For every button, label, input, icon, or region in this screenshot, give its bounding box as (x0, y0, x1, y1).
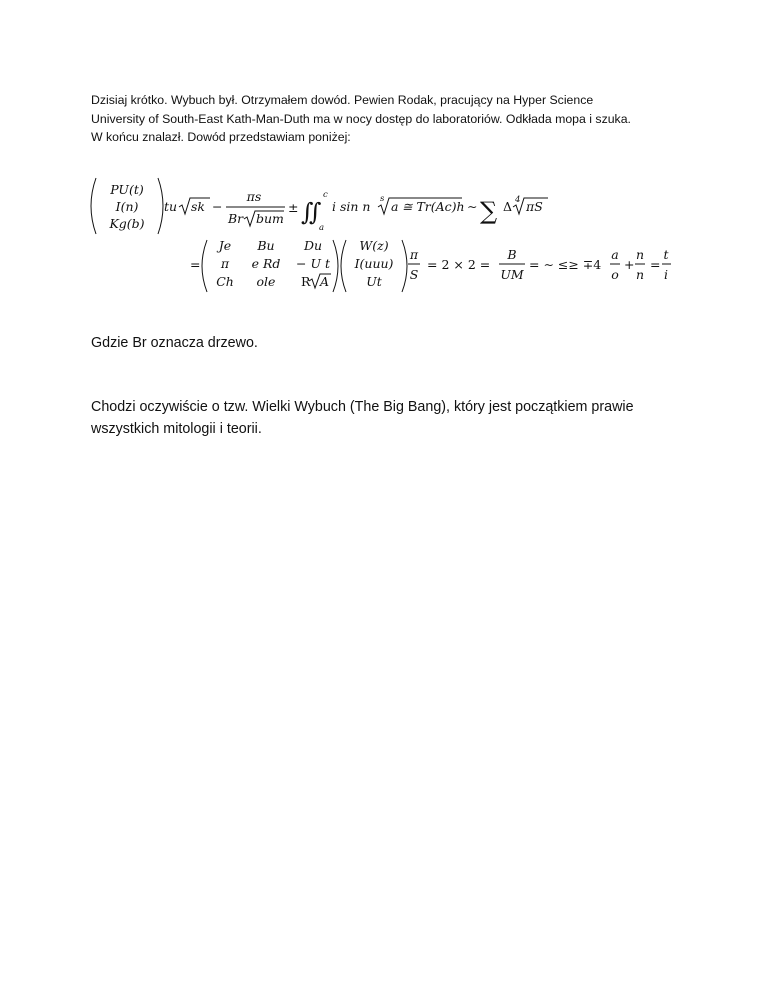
vec2-entry: Ut (366, 274, 382, 289)
frac1-den-bum: bum (256, 211, 284, 226)
frac2-denominator: S (409, 267, 419, 282)
eq-chain: = 2 × 2 = (427, 257, 491, 272)
matrix-cell: Du (303, 238, 323, 253)
closing-line: Chodzi oczywiście o tzw. Wielki Wybuch (The Big Bang), który jest początkiem prawie (91, 399, 634, 415)
frac-t-denominator: i (664, 267, 668, 282)
vec1-left-paren (91, 178, 96, 234)
root-a: a (391, 199, 399, 214)
note-paragraph (91, 332, 691, 354)
matrix-cell: Ch (216, 274, 234, 289)
root-index: 4 (515, 195, 521, 205)
matrix-right-paren (333, 240, 338, 292)
sim-sign: ∼ (467, 199, 478, 214)
root-A: A (320, 274, 330, 289)
intro-line: W końcu znalazł. Dowód przedstawiam poniżej: (91, 130, 351, 144)
equals-sign: = (190, 257, 201, 272)
double-integral: ∬ (301, 198, 322, 226)
sum-sign: ∑ (480, 197, 498, 225)
vec2-entry: I(uuu) (354, 256, 394, 271)
frac-a-numerator: a (611, 247, 619, 262)
pi-s-term: πS (526, 199, 543, 214)
frac-t-numerator: t (663, 247, 669, 262)
equals-sign: = (650, 257, 661, 272)
vec1-entry: I(n) (115, 199, 139, 214)
matrix-left-paren (202, 240, 207, 292)
matrix-cell: Bu (257, 238, 275, 253)
matrix-cell: R (301, 274, 311, 289)
note-line: Gdzie Br oznacza drzewo. (91, 335, 258, 351)
intro-line: University of South-East Kath-Man-Duth ma w nocy dostęp do laboratoriów. Odkłada mopa i szuka. (91, 111, 631, 126)
matrix-cell: π (220, 256, 230, 271)
vec1-right-paren (158, 178, 163, 234)
tu-term: tu (164, 199, 178, 214)
closing-line: wszystkich mitologii i teorii. (91, 421, 262, 437)
matrix-cell: Je (218, 238, 232, 253)
integrand: i sin n (332, 199, 371, 214)
cong-expression: ≅ Tr(Ac)h (402, 199, 465, 214)
matrix-cell: − U t (296, 256, 330, 271)
integral-upper: c (323, 190, 328, 200)
vec1-entry: PU(t) (110, 182, 144, 197)
vec2-right-paren (402, 240, 407, 292)
frac3-denominator: UM (500, 267, 524, 282)
matrix-cell: e Rd (251, 256, 281, 271)
tail-expression: = ∼ ≤≥ ∓4 (529, 257, 602, 272)
frac1-den-br: Br (228, 211, 244, 226)
frac-a-denominator: o (611, 267, 619, 282)
closing-paragraph (91, 396, 671, 440)
frac2-numerator: π (409, 247, 419, 262)
pm-sign: ± (288, 200, 299, 215)
sk-term: sk (191, 199, 205, 214)
frac-n-numerator: n (635, 247, 645, 262)
plus-sign: + (624, 257, 635, 272)
minus-sign: − (212, 199, 223, 214)
matrix-cell: ole (256, 274, 276, 289)
vec2-entry: W(z) (359, 238, 389, 253)
frac3-numerator: B (507, 247, 517, 262)
root-index: s (380, 194, 385, 204)
vec2-left-paren (341, 240, 346, 292)
frac-n-denominator: n (635, 267, 645, 282)
vec1-entry: Kg(b) (109, 216, 145, 231)
intro-line: Dzisiaj krótko. Wybuch był. Otrzymałem dowód. Pewien Rodak, pracujący na Hyper Science (91, 93, 594, 107)
frac1-numerator: πs (246, 189, 262, 204)
integral-lower: a (319, 223, 325, 233)
delta-sign: Δ (503, 199, 513, 214)
